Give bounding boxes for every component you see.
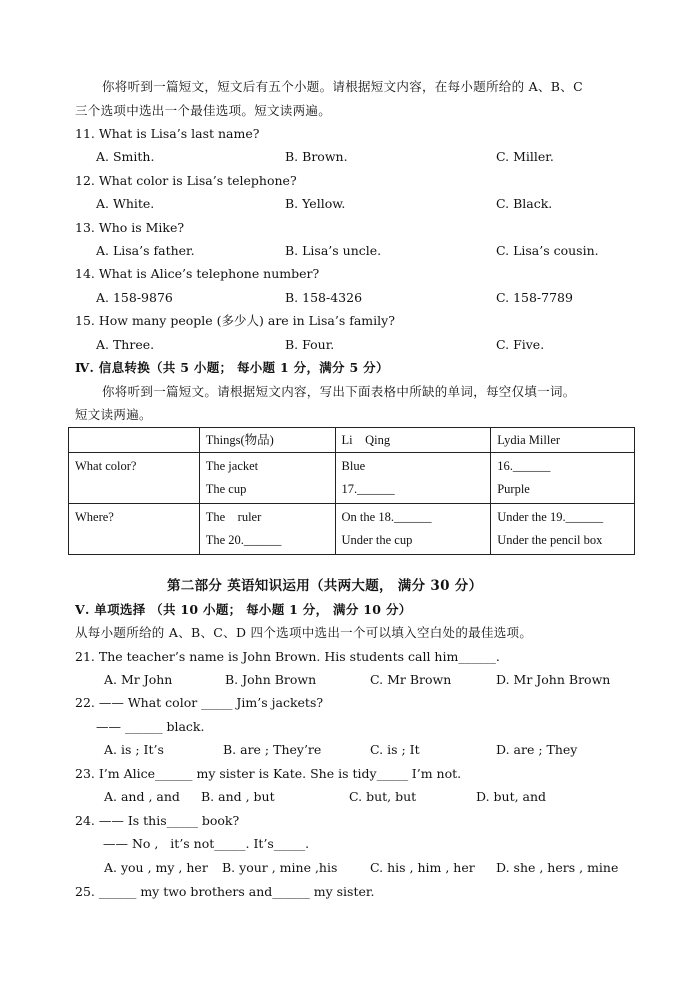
question-14-option-c[interactable]: C. 158-7789: [496, 290, 573, 305]
info-intro-line2: 短文读两遍。: [75, 407, 152, 422]
question-25-stem: 25. ______ my two brothers and______ my sister.: [75, 884, 375, 899]
question-14-stem: 14. What is Alice’s telephone number?: [75, 266, 320, 281]
part2-title: 第二部分 英语知识运用（共两大题， 满分 30 分）: [167, 578, 483, 594]
question-24-option-b[interactable]: B. your , mine ,his: [222, 860, 338, 875]
question-13-option-a[interactable]: A. Lisa’s father.: [96, 243, 195, 258]
cell-li-qing-where[interactable]: On the 18.______ Under the cup: [335, 504, 491, 555]
question-21-option-a[interactable]: A. Mr John: [104, 672, 173, 687]
header-cell-things: Things(物品): [199, 428, 335, 453]
question-15-option-c[interactable]: C. Five.: [496, 337, 545, 352]
question-22-option-d[interactable]: D. are ; They: [496, 742, 578, 757]
question-15-option-b[interactable]: B. Four.: [285, 337, 335, 352]
question-11-option-a[interactable]: A. Smith.: [96, 149, 155, 164]
cell-lydia-color[interactable]: 16.______ Purple: [491, 453, 635, 504]
question-22-option-a[interactable]: A. is ; It’s: [104, 742, 164, 757]
question-15-option-a[interactable]: A. Three.: [96, 337, 155, 352]
question-23-stem: 23. I’m Alice______ my sister is Kate. She is tidy_____ I’m not.: [75, 766, 462, 781]
blank-18: On the 18.______: [341, 510, 432, 524]
question-24-stem: 24. —— Is this_____ book?: [75, 813, 240, 828]
question-13-stem: 13. Who is Mike?: [75, 220, 185, 235]
info-table-row-where: [69, 504, 635, 555]
question-21-option-b[interactable]: B. John Brown: [225, 672, 317, 687]
blank-16: 16.______: [497, 459, 551, 473]
question-11-option-b[interactable]: B. Brown.: [285, 149, 348, 164]
question-23-option-c[interactable]: C. but, but: [349, 789, 417, 804]
question-24-line2: —— No , it’s not_____. It’s_____.: [103, 836, 310, 851]
question-14-option-a[interactable]: A. 158-9876: [96, 290, 173, 305]
question-22-option-b[interactable]: B. are ; They’re: [223, 742, 322, 757]
info-table-header-row: [69, 428, 635, 453]
listening-intro-line1: 你将听到一篇短文，短文后有五个小题。请根据短文内容，在每小题所给的 A、B、C: [102, 79, 583, 94]
question-12-option-c[interactable]: C. Black.: [496, 196, 553, 211]
question-12-stem: 12. What color is Lisa’s telephone?: [75, 173, 297, 188]
question-24-option-a[interactable]: A. you , my , her: [104, 860, 208, 875]
blank-20: The 20.______: [205, 533, 282, 547]
header-cell-empty: [69, 428, 200, 453]
cell-li-qing-color[interactable]: Blue 17.______: [335, 453, 491, 504]
question-21-option-c[interactable]: C. Mr Brown: [370, 672, 452, 687]
info-table-row-color: [69, 453, 635, 504]
question-12-option-b[interactable]: B. Yellow.: [285, 196, 346, 211]
blank-17: 17.______: [341, 482, 395, 496]
question-11-stem: 11. What is Lisa’s last name?: [75, 126, 260, 141]
question-15-stem: 15. How many people (多少人) are in Lisa’s family?: [75, 313, 395, 328]
question-11-option-c[interactable]: C. Miller.: [496, 149, 554, 164]
question-24-option-d[interactable]: D. she , hers , mine: [496, 860, 619, 875]
question-22-line2: —— ______ black.: [96, 719, 205, 734]
question-21-stem: 21. The teacher’s name is John Brown. His students call him______.: [75, 649, 500, 664]
question-23-option-b[interactable]: B. and , but: [201, 789, 275, 804]
question-22-option-c[interactable]: C. is ; It: [370, 742, 420, 757]
question-13-option-b[interactable]: B. Lisa’s uncle.: [285, 243, 382, 258]
header-cell-lydia-miller: Lydia Miller: [491, 428, 635, 453]
header-cell-li-qing: Li Qing: [335, 428, 491, 453]
question-14-option-b[interactable]: B. 158-4326: [285, 290, 363, 305]
info-intro-line1: 你将听到一篇短文。请根据短文内容，写出下面表格中所缺的单词，每空仅填一词。: [102, 384, 576, 399]
question-12-option-a[interactable]: A. White.: [96, 196, 155, 211]
question-22-stem: 22. —— What color _____ Jim’s jackets?: [75, 695, 324, 710]
row-label-color: What color?: [69, 453, 200, 504]
cell-things-color: The jacket The cup: [199, 453, 335, 504]
question-23-option-d[interactable]: D. but, and: [476, 789, 547, 804]
blank-19: Under the 19.______: [497, 510, 604, 524]
question-23-option-a[interactable]: A. and , and: [104, 789, 180, 804]
question-24-option-c[interactable]: C. his , him , her: [370, 860, 475, 875]
part2-instruction: 从每小题所给的 A、B、C、D 四个选项中选出一个可以填入空白处的最佳选项。: [75, 625, 533, 640]
info-section-heading: Ⅳ. 信息转换（共 5 小题； 每小题 1 分，满分 5 分）: [75, 360, 389, 375]
info-table: [68, 427, 635, 555]
cell-things-where[interactable]: The ruler The 20.______: [199, 504, 335, 555]
cell-lydia-where[interactable]: Under the 19.______ Under the pencil box: [491, 504, 635, 555]
listening-intro-line2: 三个选项中选出一个最佳选项。短文读两遍。: [75, 103, 332, 118]
row-label-where: Where?: [69, 504, 200, 555]
question-21-option-d[interactable]: D. Mr John Brown: [496, 672, 611, 687]
part2-heading: Ⅴ. 单项选择 （共 10 小题； 每小题 1 分， 满分 10 分）: [75, 602, 412, 617]
question-13-option-c[interactable]: C. Lisa’s cousin.: [496, 243, 599, 258]
